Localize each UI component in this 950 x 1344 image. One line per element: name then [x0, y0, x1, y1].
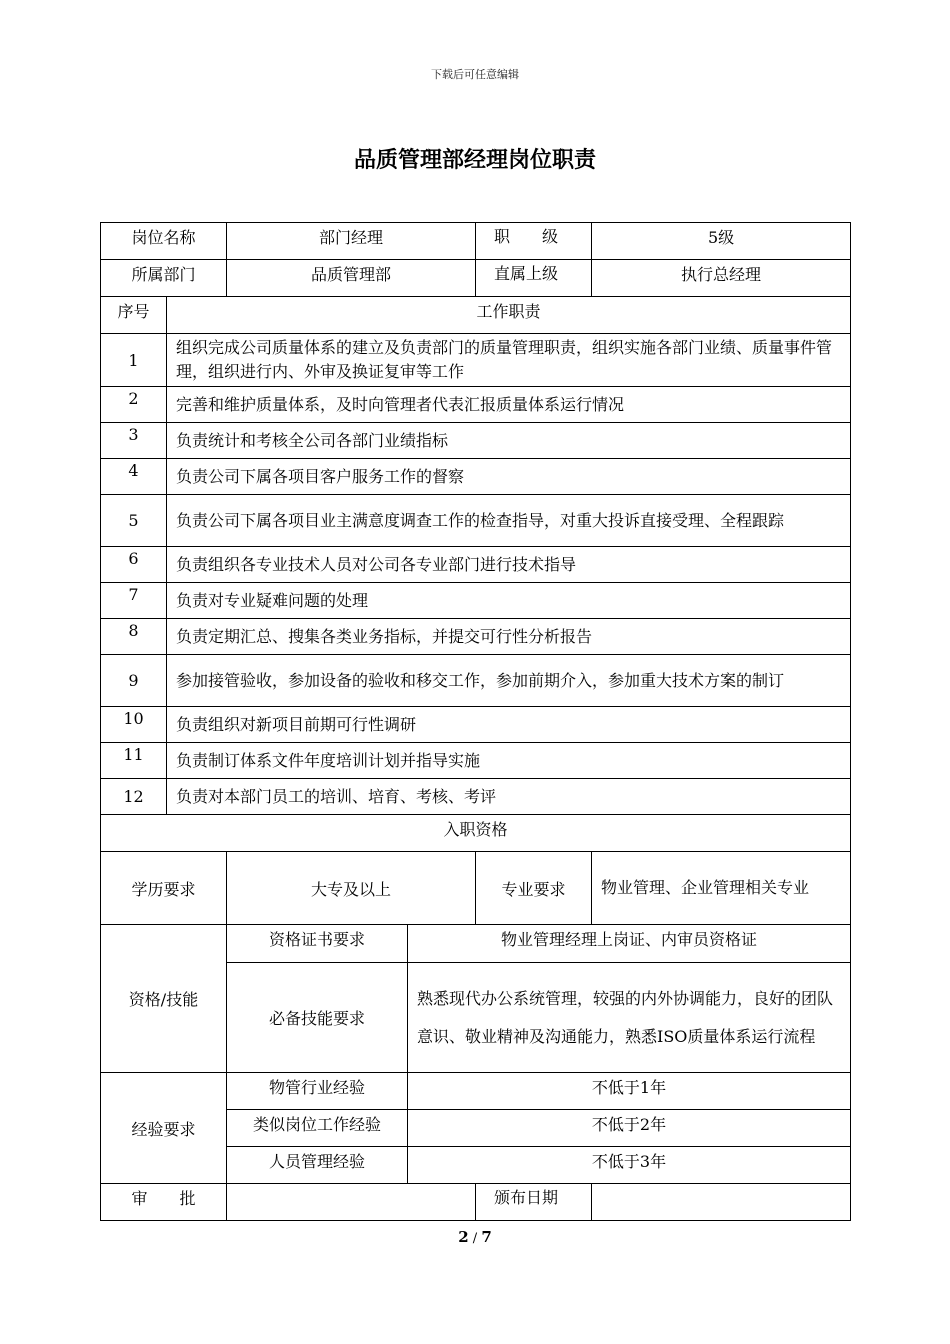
page-number [0, 1228, 950, 1246]
duty-no: 11 [101, 743, 167, 779]
major-label: 专业要求 [476, 852, 592, 925]
duty-text: 负责组织各专业技术人员对公司各专业部门进行技术指导 [167, 547, 851, 583]
total-pages: 7 [481, 1228, 492, 1246]
dept-value: 品质管理部 [227, 260, 476, 297]
approve-value [227, 1184, 476, 1221]
duty-text: 负责统计和考核全公司各部门业绩指标 [167, 423, 851, 459]
approve-label: 审 批 [101, 1184, 227, 1221]
duty-no: 7 [101, 583, 167, 619]
position-value: 部门经理 [227, 223, 476, 260]
superior-value: 执行总经理 [592, 260, 851, 297]
duty-no: 10 [101, 707, 167, 743]
skill-label: 资格/技能 [101, 925, 227, 1073]
ability-label: 必备技能要求 [227, 963, 408, 1073]
cert-label: 资格证书要求 [227, 925, 408, 963]
duty-text: 组织完成公司质量体系的建立及负责部门的质量管理职责，组织实施各部门业绩、质量事件管理，组织进行内、外审及换证复审等工作 [167, 334, 851, 387]
exp-item-label: 类似岗位工作经验 [227, 1110, 408, 1147]
edu-label: 学历要求 [101, 852, 227, 925]
edu-value: 大专及以上 [227, 852, 476, 925]
duty-no: 2 [101, 387, 167, 423]
duty-no: 8 [101, 619, 167, 655]
superior-label: 直属上级 [476, 260, 592, 297]
page-separator: / [468, 1231, 482, 1246]
duty-no: 4 [101, 459, 167, 495]
major-value: 物业管理、企业管理相关专业 [592, 852, 851, 925]
duty-text: 负责定期汇总、搜集各类业务指标，并提交可行性分析报告 [167, 619, 851, 655]
document-title: 品质管理部经理岗位职责 [353, 147, 596, 173]
duty-no: 3 [101, 423, 167, 459]
duty-text: 负责公司下属各项目客户服务工作的督察 [167, 459, 851, 495]
duty-no: 1 [101, 334, 167, 387]
job-description-table [100, 222, 851, 1221]
duty-text: 负责对本部门员工的培训、培育、考核、考评 [167, 779, 851, 815]
header-note: 下载后可任意编辑 [431, 68, 519, 81]
duty-text: 完善和维护质量体系，及时向管理者代表汇报质量体系运行情况 [167, 387, 851, 423]
ability-value: 熟悉现代办公系统管理，较强的内外协调能力，良好的团队意识、敬业精神及沟通能力，熟悉ISO质量体系运行流程 [408, 963, 851, 1073]
level-label: 职 级 [476, 223, 592, 260]
duty-no: 6 [101, 547, 167, 583]
exp-item-value: 不低于2年 [408, 1110, 851, 1147]
duty-no: 5 [101, 495, 167, 547]
exp-item-value: 不低于3年 [408, 1147, 851, 1184]
duty-text: 负责公司下属各项目业主满意度调查工作的检查指导，对重大投诉直接受理、全程跟踪 [167, 495, 851, 547]
duty-text: 负责对专业疑难问题的处理 [167, 583, 851, 619]
duty-no: 12 [101, 779, 167, 815]
duty-text: 负责组织对新项目前期可行性调研 [167, 707, 851, 743]
qualification-header: 入职资格 [101, 815, 851, 852]
exp-label: 经验要求 [101, 1073, 227, 1184]
duty-text: 负责制订体系文件年度培训计划并指导实施 [167, 743, 851, 779]
dept-label: 所属部门 [101, 260, 227, 297]
current-page: 2 [458, 1228, 469, 1246]
exp-item-value: 不低于1年 [408, 1073, 851, 1110]
level-value: 5级 [592, 223, 851, 260]
duty-no: 9 [101, 655, 167, 707]
exp-item-label: 物管行业经验 [227, 1073, 408, 1110]
exp-item-label: 人员管理经验 [227, 1147, 408, 1184]
duty-text: 参加接管验收，参加设备的验收和移交工作，参加前期介入，参加重大技术方案的制订 [167, 655, 851, 707]
publish-date-label: 颁布日期 [476, 1184, 592, 1221]
duties-header: 工作职责 [167, 297, 851, 334]
cert-value: 物业管理经理上岗证、内审员资格证 [408, 925, 851, 963]
seq-header: 序号 [101, 297, 167, 334]
publish-date-value [592, 1184, 851, 1221]
position-label: 岗位名称 [101, 223, 227, 260]
